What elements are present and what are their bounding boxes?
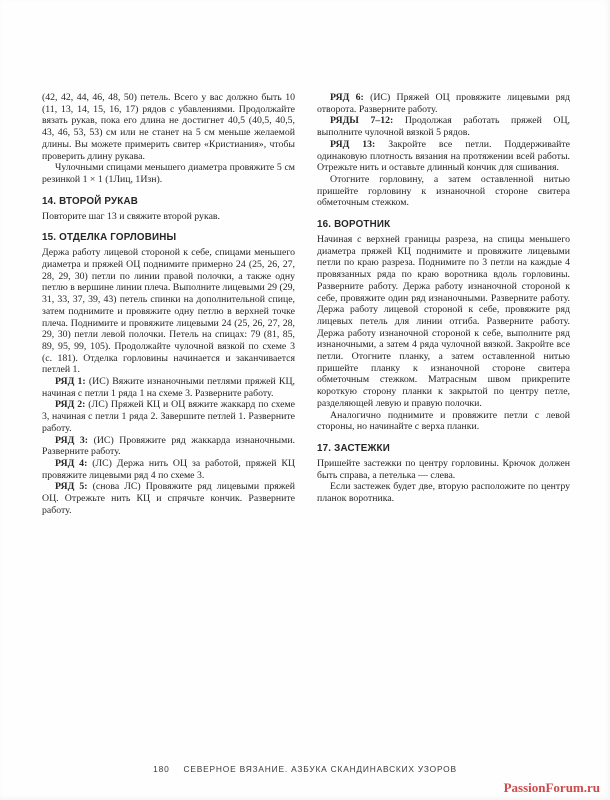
row-text: (снова ЛС) Провяжите ряд лицевыми пряжей ОЦ. Отрежьте нить КЦ и спрячьте кончик. Разверните работу. xyxy=(42,481,295,516)
row-instruction xyxy=(42,481,295,516)
paragraph: Если застежек будет две, вторую расположите по центру планок воротника. xyxy=(317,481,570,505)
paragraph: Держа работу лицевой стороной к себе, спицами меньшего диаметра и пряжей ОЦ поднимите примерно 24 (25, 26, 27, 28, 29, 30) петли по линии правой полочки, а также одну петлю в вершине линии плеча. Выполните лицевыми 29 (29, 31, 33, 37, 39, 43) петель спинки на дополнительной спице, затем поднимите и провяжите одну петлю в верхней точке плеча. Поднимите и провяжите лицевыми 24 (25, 26, 27, 28, 29, 30) петли левой полочки. Петель на спицах: 79 (81, 85, 89, 95, 99, 105). Продолжайте чулочной вязкой по схеме 3 (с. 181). Отделка горловины начинается и заканчивается петлей 1. xyxy=(42,247,295,376)
page-footer xyxy=(0,764,610,774)
paragraph: (42, 42, 44, 46, 48, 50) петель. Всего у вас должно быть 10 (11, 13, 14, 15, 16, 17) рядов с убавлениями. Продолжайте вязать рукав, пока его длина не достигнет 40,5 (40,5, 40,5, 43, 46, 53, 53) см или не станет на 5 см меньше желаемой длины. Вы можете примерить свитер «Кристиания», чтобы проверить длину рукава. xyxy=(42,92,295,162)
row-label: РЯД 13: xyxy=(330,138,376,150)
running-title: СЕВЕРНОЕ ВЯЗАНИЕ. АЗБУКА СКАНДИНАВСКИХ УЗОРОВ xyxy=(183,764,457,774)
row-label: РЯД 1: xyxy=(55,376,86,388)
row-instruction xyxy=(317,139,570,174)
paragraph: Начиная с верхней границы разреза, на спицы меньшего диаметра пряжей КЦ поднимите и провяжите лицевыми петли по краю разреза. Поднимите по 3 петли на каждые 4 провязанных ряда по краю воротника вдоль горловины. Разверните работу. Держа работу изнаночной стороной к себе, провяжите один ряд изнаночными. Разверните работу. Держа работу лицевой стороной к себе, провяжите ряд лицевых петель для линии отгиба. Разверните работу. Держа работу изнаночной стороной к себе, выполните ряд изнаночными, а затем 4 ряда чулочной вязкой. Закройте все петли. Отогните планку, а затем оставленной нитью пришейте планку к изнаночной стороне свитера обметочным стежком. Матрасным швом прикрепите короткую сторону планки к закрытой по центру петле, разделяющей левую и правую полочки. xyxy=(317,234,570,409)
section-heading: 17. ЗАСТЕЖКИ xyxy=(317,442,390,454)
row-text: (ЛС) Пряжей КЦ и ОЦ вяжите жаккард по схеме 3, начиная с петли 1 ряда 2. Завершите петлей 1. Разверните работу. xyxy=(42,399,296,434)
section-heading: 15. ОТДЕЛКА ГОРЛОВИНЫ xyxy=(42,232,177,244)
row-text: (ИС) Вяжите изнаночными петлями пряжей КЦ, начиная с петли 1 ряда 1 на схеме 3. Разверните работу. xyxy=(42,376,295,399)
row-text: Закройте все петли. Поддерживайте одинаковую плотность вязания на протяжении всей работы. Отрежьте нить и оставьте длинный кончик для сшивания. xyxy=(317,138,571,174)
paragraph: Отогните горловину, а затем оставленной нитью пришейте горловину к изнаночной стороне свитера обметочным стежком. xyxy=(317,173,570,209)
row-label: РЯД 3: xyxy=(55,434,89,446)
row-text: (ИС) Пряжей ОЦ провяжите лицевыми ряд отворота. Разверните работу. xyxy=(317,92,571,115)
row-instruction xyxy=(42,458,295,481)
row-text: (ИС) Провяжите ряд жаккарда изнаночными. Разверните работу. xyxy=(42,434,296,458)
left-column xyxy=(42,92,295,517)
row-text: Продолжая работать пряжей ОЦ, выполните чулочной вязкой 5 рядов. xyxy=(317,115,570,139)
row-label: РЯДЫ 7–12: xyxy=(330,115,394,127)
row-instruction xyxy=(42,435,295,458)
right-column xyxy=(317,92,570,517)
paragraph: Чулочными спицами меньшего диаметра провяжите 5 см резинкой 1 × 1 (1Лиц, 1Изн). xyxy=(42,162,295,185)
section-heading: 14. ВТОРОЙ РУКАВ xyxy=(42,195,139,207)
paragraph: Повторите шаг 13 и свяжите второй рукав. xyxy=(42,210,220,222)
row-label: РЯД 2: xyxy=(55,399,86,411)
paragraph: Аналогично поднимите и провяжите петли с левой стороны, но начинайте с верха планки. xyxy=(317,409,570,433)
row-label: РЯД 4: xyxy=(55,457,88,469)
row-instruction xyxy=(42,376,295,399)
row-instruction xyxy=(317,92,570,115)
row-label: РЯД 5: xyxy=(55,481,88,493)
paragraph: Пришейте застежки по центру горловины. Крючок должен быть справа, а петелька — слева. xyxy=(317,457,570,481)
section-heading: 16. ВОРОТНИК xyxy=(317,219,391,231)
page-number: 180 xyxy=(153,764,170,774)
row-instruction xyxy=(42,399,295,434)
row-label: РЯД 6: xyxy=(330,92,364,103)
row-text: (ЛС) Держа нить ОЦ за работой, пряжей КЦ провяжите лицевыми ряд 4 по схеме 3. xyxy=(42,457,295,481)
page-content xyxy=(42,92,570,517)
row-instruction xyxy=(317,115,570,138)
watermark: PassionForum.ru xyxy=(503,780,600,795)
